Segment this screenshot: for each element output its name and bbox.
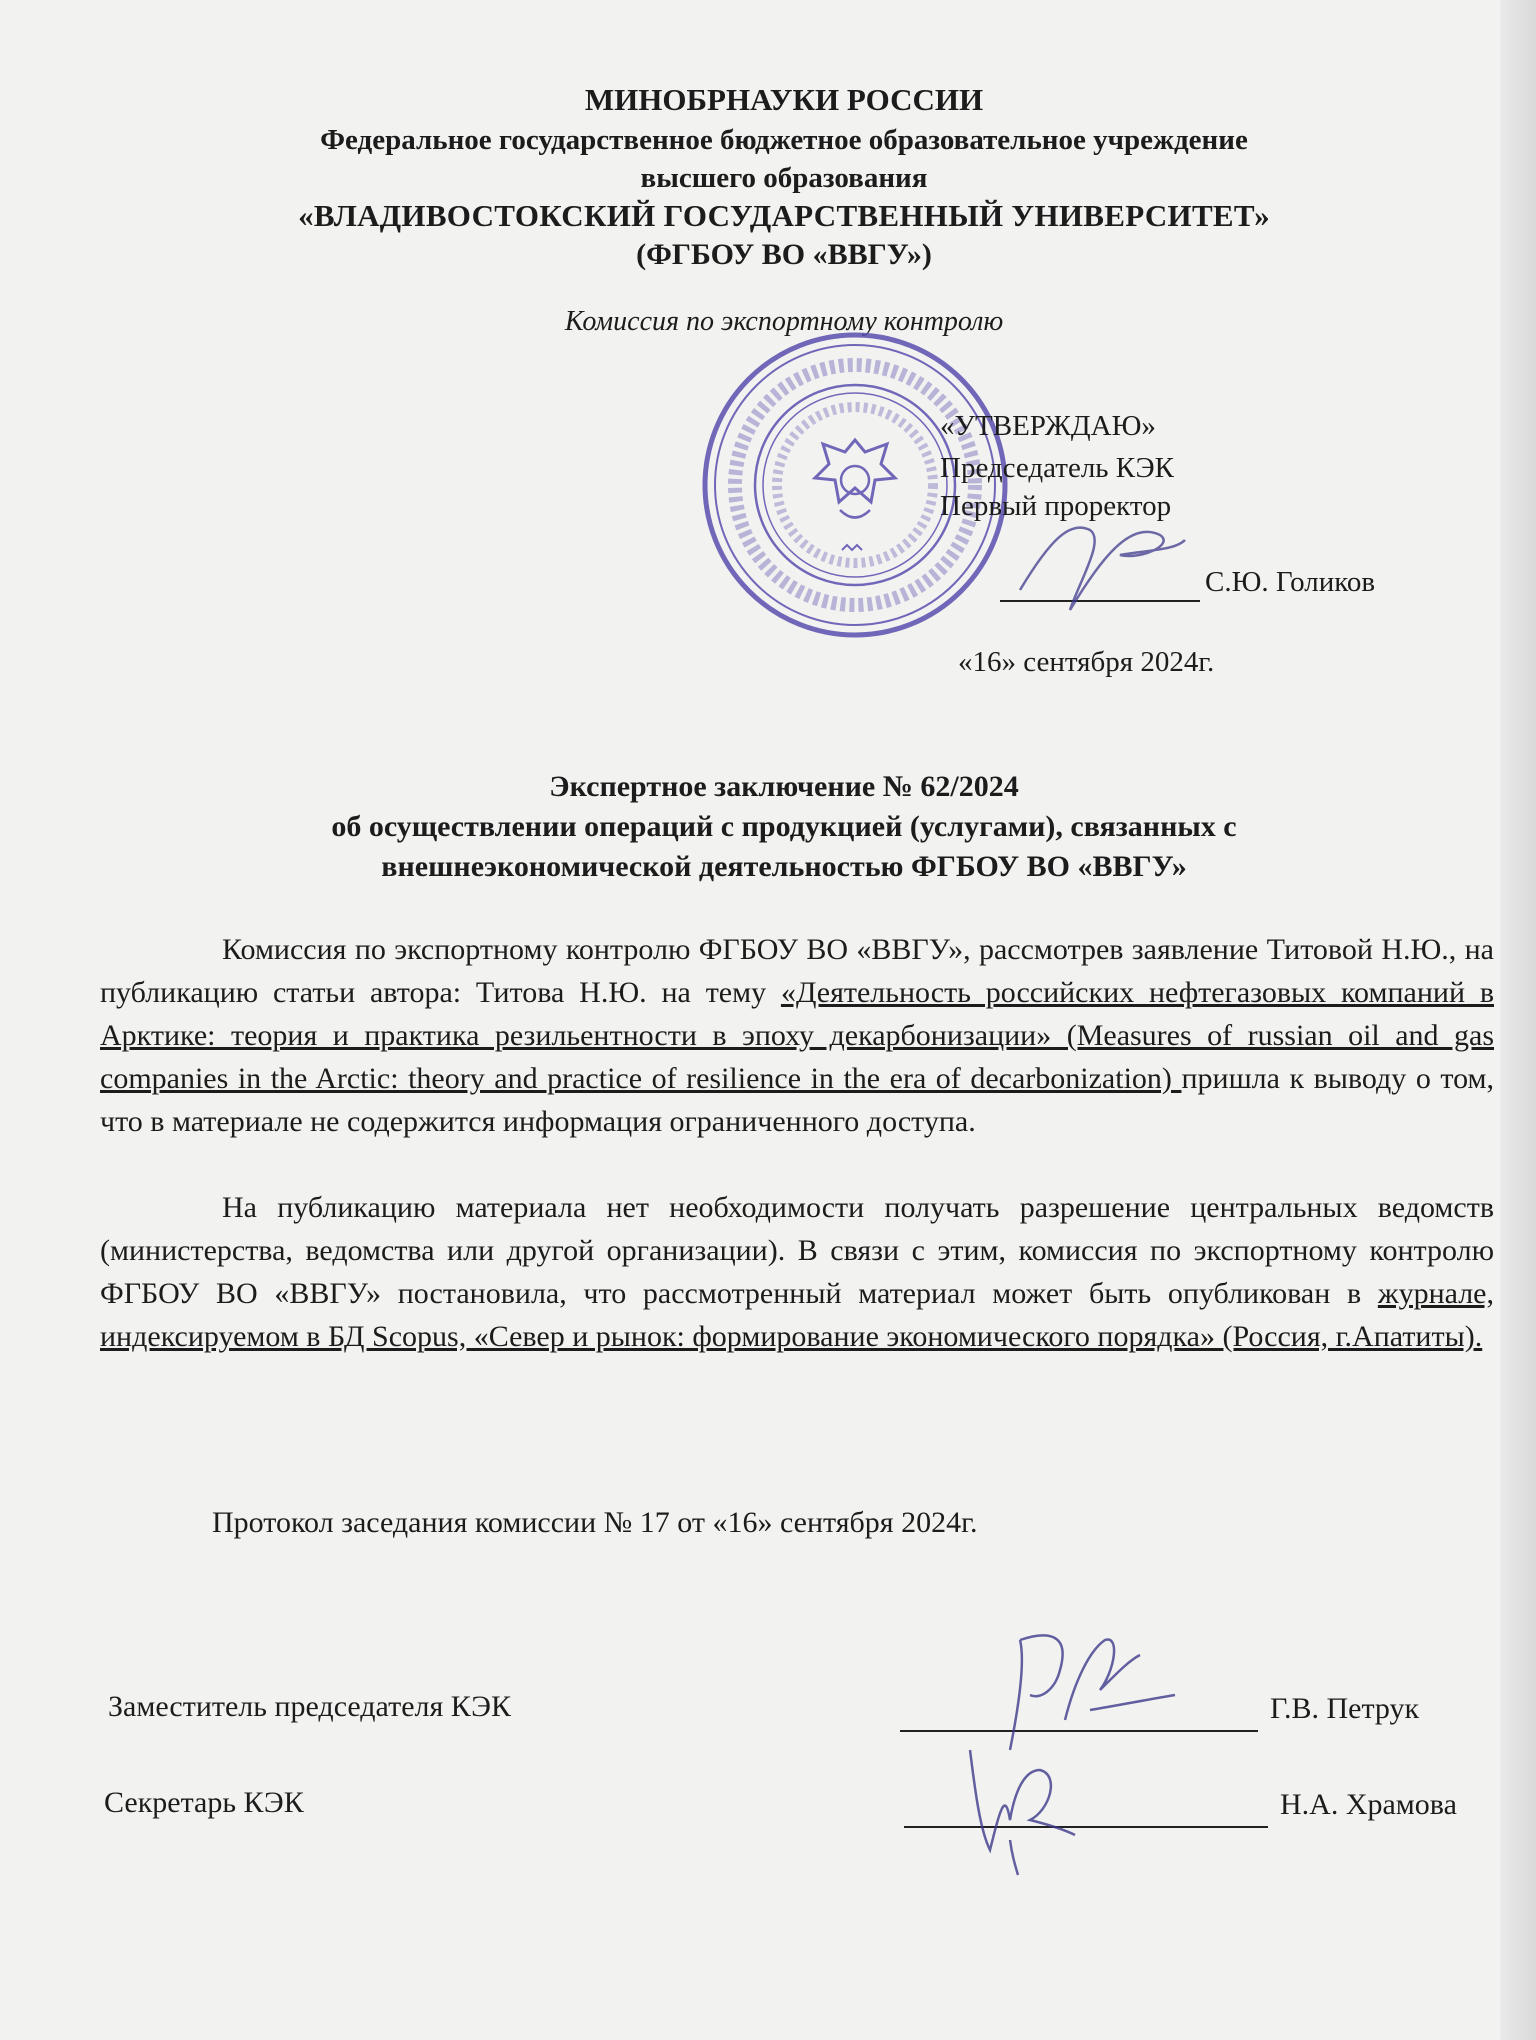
secretary-label: Секретарь КЭК <box>104 1786 304 1819</box>
institution-line-1: Федеральное государственное бюджетное образовательное учреждение <box>320 124 1248 156</box>
university-name: «ВЛАДИВОСТОКСКИЙ ГОСУДАРСТВЕННЫЙ УНИВЕРСИТЕТ» <box>298 198 1270 233</box>
paragraph-decision-intro: На публикацию материала нет необходимости получать разрешение центральных ведомств (министерства, ведомства или другой организации). В связи с этим, комиссия по экспортному контролю ФГБОУ ВО «ВВГУ» постановила, что рассмотренный материал может быть опубликован в <box>100 1191 1494 1310</box>
paragraph-review <box>100 928 1494 1143</box>
paragraph-decision <box>100 1186 1494 1358</box>
official-stamp-seal <box>700 330 1010 640</box>
deputy-chair-name: Г.В. Петрук <box>1270 1692 1420 1725</box>
university-abbreviation: (ФГБОУ ВО «ВВГУ») <box>636 238 932 271</box>
approver-position-1: Председатель КЭК <box>940 452 1174 484</box>
journal-name: журнале, индексируемом в БД Scopus, «Север и рынок: формирование экономического порядка» (Россия, г.Апатиты). <box>100 1277 1494 1353</box>
paragraph-review-conclusion: пришла к выводу о том, что в материале не содержится информация ограниченного доступа. <box>100 1062 1494 1138</box>
article-topic: «Деятельность российских нефтегазовых компаний в Арктике: теория и практика резильентности в эпоху декарбонизации» (Measures of russian oil and gas companies in the Arctic: theory and practice of resilience in the era of decarbonization) <box>100 976 1494 1095</box>
institution-line-2: высшего образования <box>640 162 928 194</box>
approval-date: «16» сентября 2024г. <box>958 646 1215 678</box>
approver-position-2: Первый проректор <box>940 490 1172 522</box>
conclusion-subtitle-1: об осуществлении операций с продукцией (услугами), связанных с <box>331 810 1237 843</box>
ministry-heading: МИНОБРНАУКИ РОССИИ <box>584 82 984 117</box>
conclusion-title: Экспертное заключение № 62/2024 <box>549 770 1019 803</box>
approver-name: С.Ю. Голиков <box>1205 566 1376 598</box>
paragraph-review-intro: Комиссия по экспортному контролю ФГБОУ ВО «ВВГУ», рассмотрев заявление Титовой Н.Ю., на публикацию статьи автора: Титова Н.Ю. на тему <box>100 933 1494 1009</box>
protocol-reference: Протокол заседания комиссии № 17 от «16» сентября 2024г. <box>212 1506 978 1539</box>
approver-signature <box>1010 500 1190 620</box>
conclusion-subtitle-2: внешнеэкономической деятельностью ФГБОУ ВО «ВВГУ» <box>381 850 1187 883</box>
approve-label: «УТВЕРЖДАЮ» <box>940 410 1156 442</box>
secretary-name: Н.А. Храмова <box>1280 1788 1457 1821</box>
secretary-signature <box>950 1730 1110 1880</box>
commission-name: Комиссия по экспортному контролю <box>564 306 1004 337</box>
deputy-chair-label: Заместитель председателя КЭК <box>108 1690 511 1723</box>
